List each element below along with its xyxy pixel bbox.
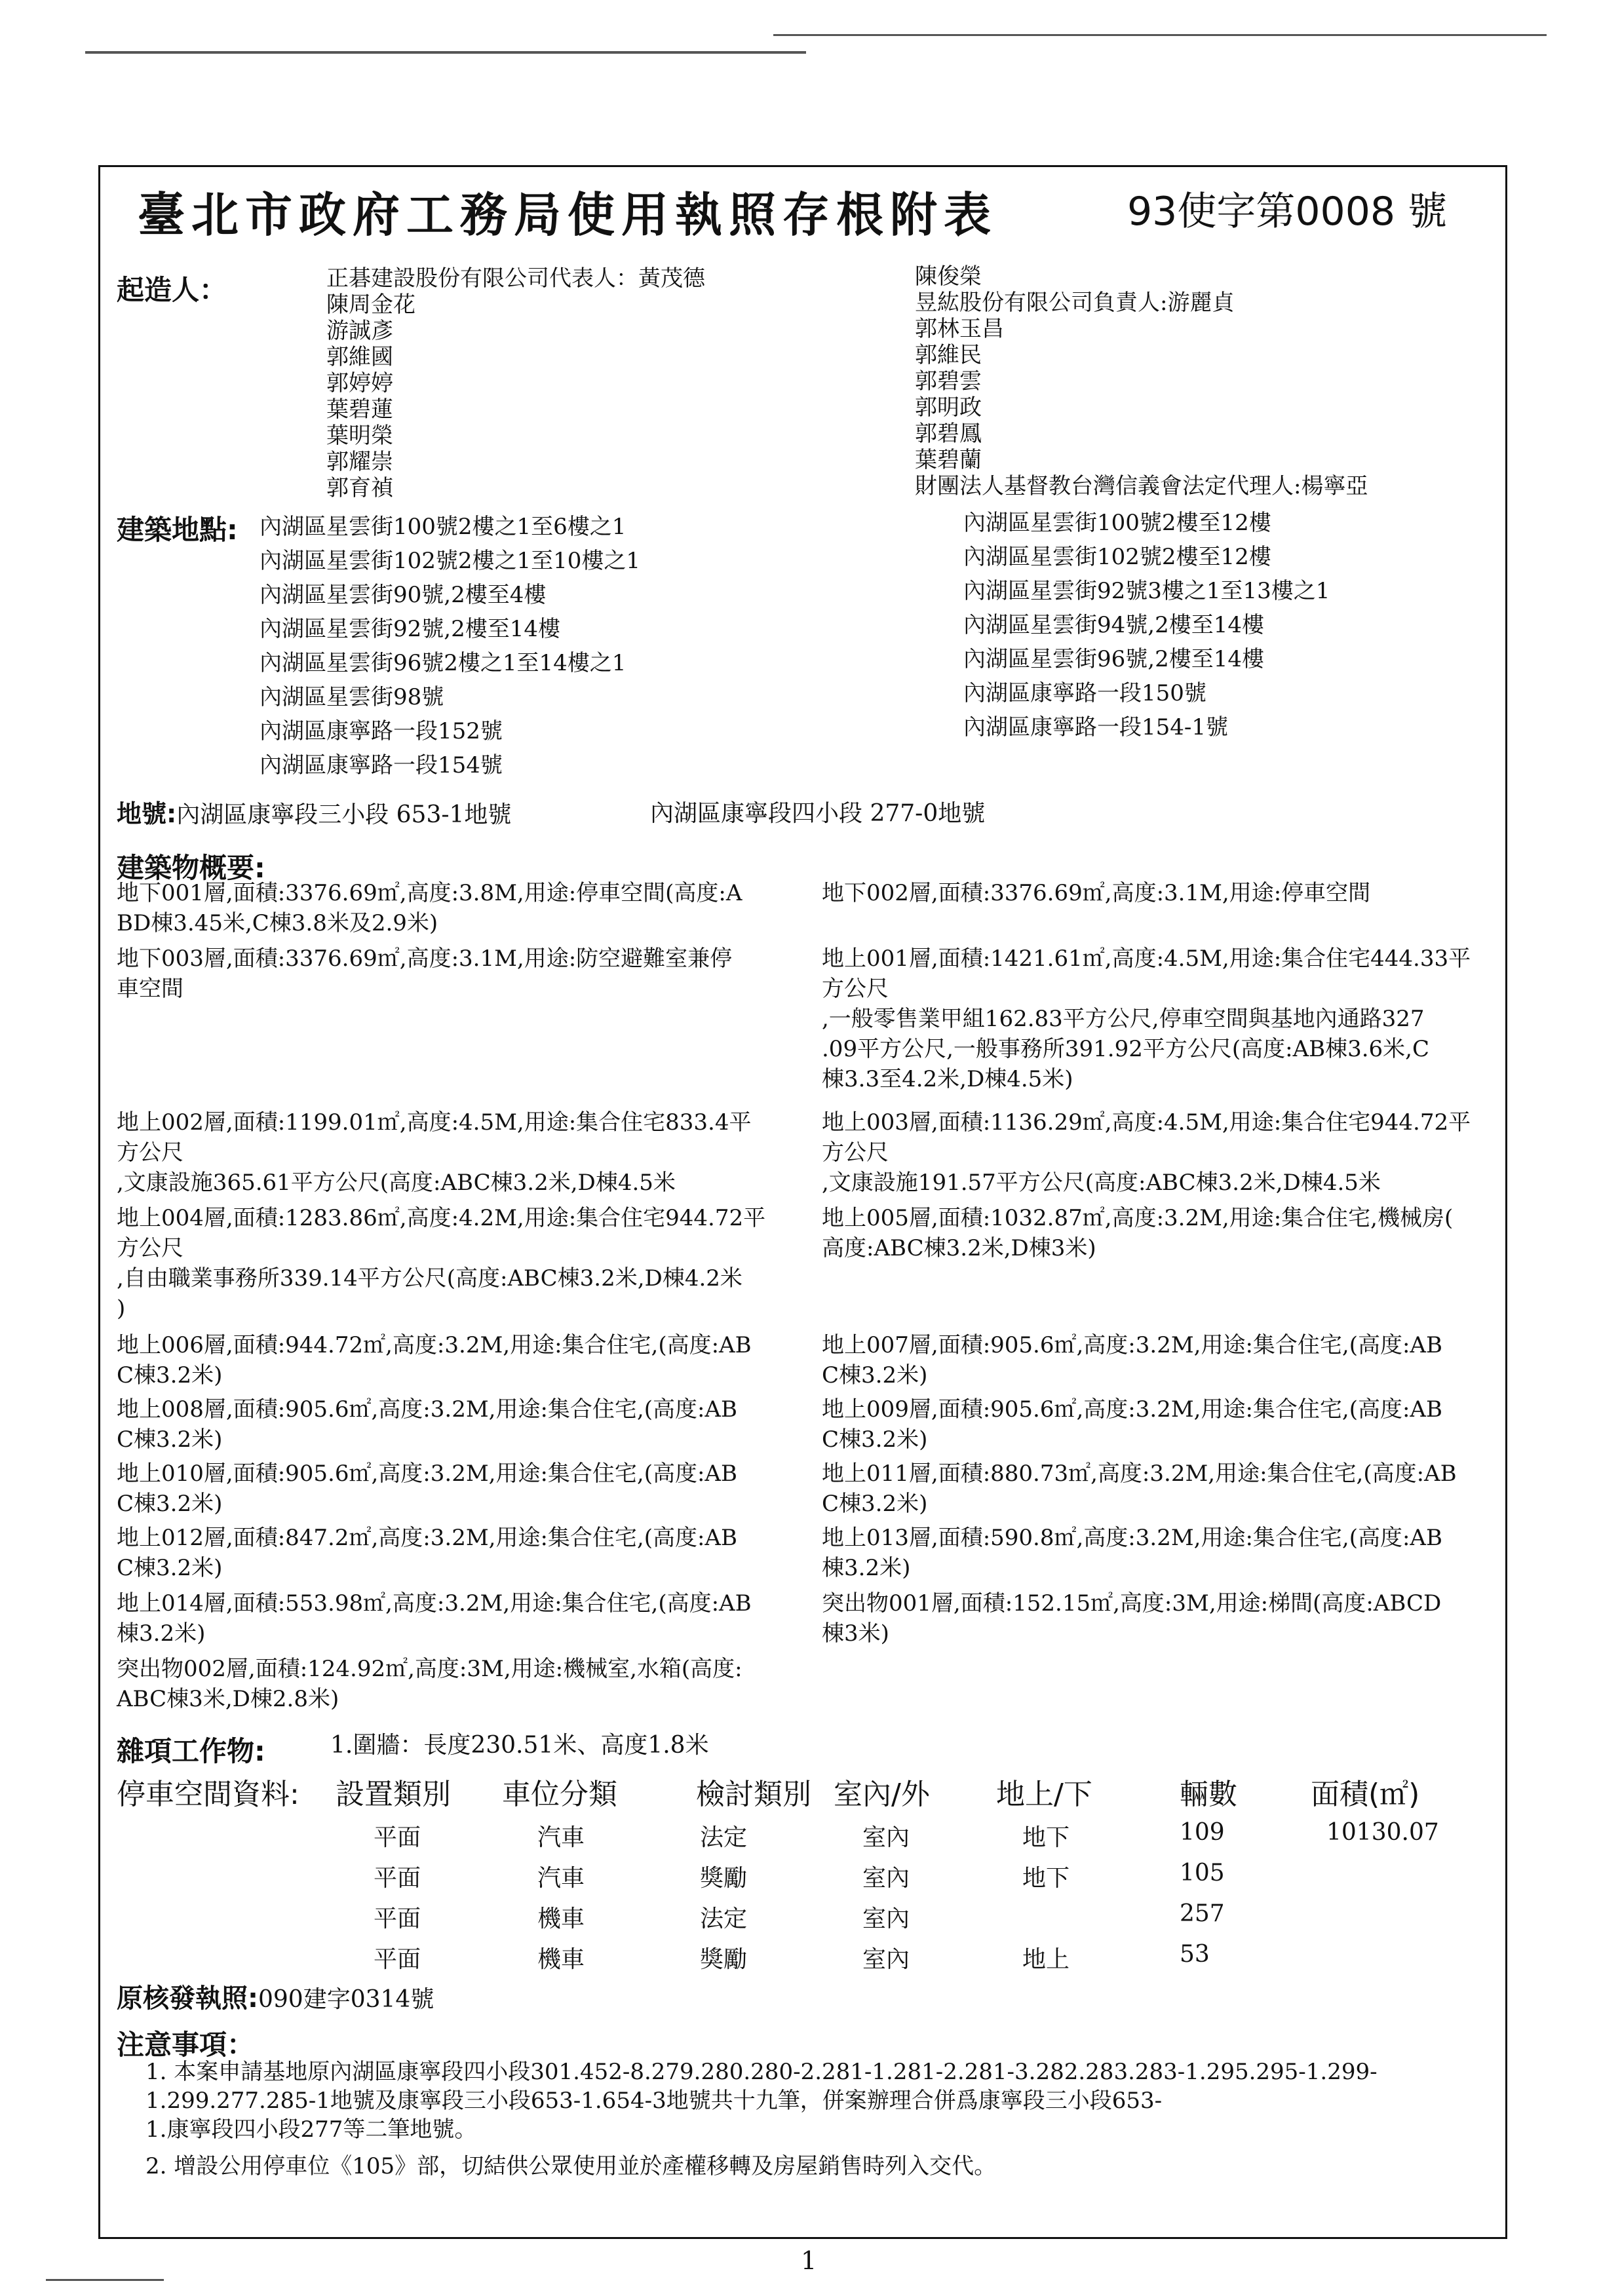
builder-right-6: 郭碧鳳 [915, 421, 982, 447]
parking-cell: 獎勵 [700, 1946, 748, 1973]
site-address-left-3: 內湖區星雲街92號,2樓至14樓 [260, 616, 560, 642]
parking-cell: 平面 [374, 1865, 421, 1892]
parking-cell: 地下 [1022, 1865, 1070, 1892]
site-address-right-2: 內湖區星雲街92號3樓之1至13樓之1 [963, 578, 1330, 604]
site-address-left-7: 內湖區康寧路一段154號 [260, 752, 503, 778]
parking-header-6: 面積(㎡) [1311, 1778, 1420, 1811]
builder-left-3: 郭維國 [326, 344, 393, 370]
floor-entry-left-1: 地下003層,面積:3376.69㎡,高度:3.1M,用途:防空避難室兼停 車空間 [117, 946, 733, 1002]
parking-cell: 法定 [700, 1824, 748, 1851]
floor-entry-right-6: 地上011層,面積:880.73㎡,高度:3.2M,用途:集合住宅,(高度:AB C棟3.2米) [822, 1461, 1457, 1517]
parking-cell: 平面 [374, 1905, 421, 1932]
floor-entry-left-4: 地上006層,面積:944.72㎡,高度:3.2M,用途:集合住宅,(高度:AB C棟3.2米) [117, 1332, 752, 1388]
parking-cell: 獎勵 [700, 1865, 748, 1892]
parking-cell: 平面 [374, 1946, 421, 1973]
builder-left-4: 郭婷婷 [326, 370, 393, 396]
parking-cell: 機車 [537, 1946, 585, 1973]
site-address-left-4: 內湖區星雲街96號2樓之1至14樓之1 [260, 650, 627, 676]
site-address-left-2: 內湖區星雲街90號,2樓至4樓 [260, 582, 547, 608]
parking-cell: 257 [1180, 1900, 1225, 1927]
site-address-right-4: 內湖區星雲街96號,2樓至14樓 [963, 646, 1264, 672]
builder-left-6: 葉明榮 [326, 423, 393, 449]
floor-entry-left-8: 地上014層,面積:553.98㎡,高度:3.2M,用途:集合住宅,(高度:AB 棟3.2米) [117, 1590, 752, 1647]
parking-cell: 汽車 [537, 1824, 585, 1851]
floor-entry-right-2: 地上003層,面積:1136.29㎡,高度:4.5M,用途:集合住宅944.72平 方公尺 ,文康設施191.57平方公尺(高度:ABC棟3.2米,D棟4.5米 [822, 1109, 1471, 1196]
parking-header-5: 輛數 [1180, 1778, 1237, 1811]
misc-value: 1.圍牆：長度230.51米、高度1.8米 [330, 1732, 709, 1759]
parking-header-1: 車位分類 [502, 1778, 617, 1811]
parking-cell: 53 [1180, 1941, 1210, 1968]
scan-line-top-left [85, 51, 806, 54]
note-item-1: 1. 本案申請基地原內湖區康寧段四小段301.452-8.279.280.280-2.281-1.281-2.281-3.282.283.283-1.295.295-1.299- 1.299.277.285-1地號及康寧段三小段653-1.654-3地號共十九筆，併案辦理合併爲康寧段三小段653- 1.康寧段四小段277等二筆地號。 [145, 2059, 1378, 2143]
parking-header-4: 地上/下 [996, 1778, 1092, 1811]
lot-label: 地號: [117, 799, 177, 828]
site-address-right-0: 內湖區星雲街100號2樓至12樓 [963, 510, 1271, 536]
original-permit-value: 090建字0314號 [258, 1986, 434, 2013]
page-title: 臺北市政府工務局使用執照存根附表 [138, 187, 998, 242]
builders-right-list [915, 263, 1368, 499]
parking-cell: 室內 [862, 1824, 910, 1851]
lot-value-2: 內湖區康寧段四小段 277-0地號 [650, 800, 986, 827]
builder-left-8: 郭育禎 [326, 475, 393, 501]
floor-entry-right-4: 地上007層,面積:905.6㎡,高度:3.2M,用途:集合住宅,(高度:AB C棟3.2米) [822, 1332, 1442, 1388]
notes-label: 注意事項： [117, 2029, 255, 2061]
page-number: 1 [801, 2246, 817, 2275]
site-address-left-5: 內湖區星雲街98號 [260, 684, 444, 710]
misc-label: 雜項工作物: [117, 1735, 265, 1767]
builder-left-2: 游誠彥 [326, 318, 393, 344]
parking-cell: 105 [1180, 1860, 1225, 1886]
parking-cell: 室內 [862, 1865, 910, 1892]
parking-header-2: 檢討類別 [696, 1778, 811, 1811]
site-left-list [260, 510, 640, 782]
site-address-right-3: 內湖區星雲街94號,2樓至14樓 [963, 612, 1264, 638]
floor-entry-right-1: 地上001層,面積:1421.61㎡,高度:4.5M,用途:集合住宅444.33平 方公尺 ,一般零售業甲組162.83平方公尺,停車空間與基地內通路327 .09平方公尺,一般事務所391.92平方公尺(高度:AB棟3.6米,C 棟3.3至4.2米,D棟4.5米) [822, 946, 1471, 1092]
scan-line-bottom [46, 2279, 164, 2281]
site-label: 建築地點: [117, 514, 238, 546]
builder-left-5: 葉碧蓮 [326, 396, 393, 423]
site-address-right-5: 內湖區康寧路一段150號 [963, 680, 1206, 706]
parking-cell: 法定 [700, 1905, 748, 1932]
original-permit-label: 原核發執照: [117, 1983, 258, 2014]
parking-cell: 汽車 [537, 1865, 585, 1892]
floor-entry-left-7: 地上012層,面積:847.2㎡,高度:3.2M,用途:集合住宅,(高度:AB C棟3.2米) [117, 1525, 737, 1581]
parking-cell: 地上 [1022, 1946, 1070, 1973]
builders-left-list [326, 265, 705, 501]
parking-cell: 地下 [1022, 1824, 1070, 1851]
floor-entry-right-3: 地上005層,面積:1032.87㎡,高度:3.2M,用途:集合住宅,機械房( 高度:ABC棟3.2米,D棟3米) [822, 1205, 1454, 1261]
permit-number: 93使字第0008 號 [1127, 189, 1448, 235]
lot-number-line [117, 801, 511, 828]
parking-cell: 機車 [537, 1905, 585, 1932]
parking-header-3: 室內/外 [834, 1778, 930, 1811]
builder-right-4: 郭碧雲 [915, 368, 982, 394]
parking-header-0: 設置類別 [336, 1778, 451, 1811]
site-address-left-6: 內湖區康寧路一段152號 [260, 718, 503, 744]
floor-entry-left-6: 地上010層,面積:905.6㎡,高度:3.2M,用途:集合住宅,(高度:AB C棟3.2米) [117, 1461, 737, 1517]
scan-line-top-right [773, 34, 1547, 36]
floor-entry-right-8: 突出物001層,面積:152.15㎡,高度:3M,用途:梯間(高度:ABCD 棟3米) [822, 1590, 1442, 1647]
site-right-list [963, 506, 1330, 744]
lot-value-1: 內湖區康寧段三小段 653-1地號 [176, 801, 512, 828]
floor-entry-left-9: 突出物002層,面積:124.92㎡,高度:3M,用途:機械室,水箱(高度: ABC棟3米,D棟2.8米) [117, 1656, 742, 1712]
builders-label: 起造人： [117, 274, 227, 306]
site-address-right-1: 內湖區星雲街102號2樓至12樓 [963, 544, 1271, 570]
builder-right-2: 郭林玉昌 [915, 316, 1004, 342]
builder-left-1: 陳周金花 [326, 292, 415, 318]
builder-right-3: 郭維民 [915, 342, 982, 368]
parking-cell: 10130.07 [1326, 1819, 1439, 1846]
site-address-left-0: 內湖區星雲街100號2樓之1至6樓之1 [260, 514, 627, 540]
parking-cell: 室內 [862, 1905, 910, 1932]
floor-entry-left-5: 地上008層,面積:905.6㎡,高度:3.2M,用途:集合住宅,(高度:AB C棟3.2米) [117, 1396, 737, 1453]
floor-entry-left-3: 地上004層,面積:1283.86㎡,高度:4.2M,用途:集合住宅944.72平 方公尺 ,自由職業事務所339.14平方公尺(高度:ABC棟3.2米,D棟4.2米 ) [117, 1205, 766, 1322]
parking-cell: 室內 [862, 1946, 910, 1973]
parking-cell: 平面 [374, 1824, 421, 1851]
floor-entry-right-0: 地下002層,面積:3376.69㎡,高度:3.1M,用途:停車空間 [822, 880, 1371, 906]
site-address-right-6: 內湖區康寧路一段154-1號 [963, 714, 1229, 740]
floor-entry-right-7: 地上013層,面積:590.8㎡,高度:3.2M,用途:集合住宅,(高度:AB 棟3.2米) [822, 1525, 1442, 1581]
original-permit-line [117, 1984, 434, 2014]
floor-entry-left-0: 地下001層,面積:3376.69㎡,高度:3.8M,用途:停車空間(高度:A BD棟3.45米,C棟3.8米及2.9米) [117, 880, 742, 936]
builder-right-5: 郭明政 [915, 394, 982, 421]
building-summary-label: 建築物概要: [117, 852, 265, 884]
builder-right-7: 葉碧蘭 [915, 447, 982, 473]
parking-cell: 109 [1180, 1819, 1225, 1846]
floor-entry-left-2: 地上002層,面積:1199.01㎡,高度:4.5M,用途:集合住宅833.4平 方公尺 ,文康設施365.61平方公尺(高度:ABC棟3.2米,D棟4.5米 [117, 1109, 752, 1196]
builder-right-1: 昱紘股份有限公司負責人:游麗貞 [915, 290, 1235, 316]
builder-right-0: 陳俊榮 [915, 263, 982, 290]
builder-left-7: 郭耀崇 [326, 449, 393, 475]
parking-label: 停車空間資料: [117, 1778, 299, 1811]
floor-entry-right-5: 地上009層,面積:905.6㎡,高度:3.2M,用途:集合住宅,(高度:AB C棟3.2米) [822, 1396, 1442, 1453]
builder-right-8: 財團法人基督教台灣信義會法定代理人:楊寧亞 [915, 473, 1368, 499]
site-address-left-1: 內湖區星雲街102號2樓之1至10樓之1 [260, 548, 641, 574]
note-item-2: 2. 增設公用停車位《105》部，切結供公眾使用並於產權移轉及房屋銷售時列入交代。 [145, 2153, 997, 2179]
builder-left-0: 正碁建設股份有限公司代表人：黃茂德 [326, 265, 705, 292]
